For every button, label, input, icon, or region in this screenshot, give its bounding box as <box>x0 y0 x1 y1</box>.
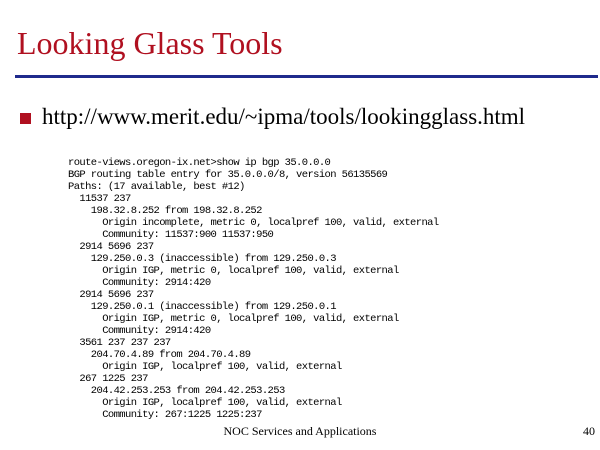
terminal-line: Origin IGP, localpref 100, valid, external <box>68 361 342 373</box>
terminal-output <box>68 157 439 421</box>
title-divider <box>15 75 598 78</box>
terminal-line: 129.250.0.1 (inaccessible) from 129.250.0.1 <box>68 301 336 313</box>
terminal-line: Community: 2914:420 <box>68 325 211 337</box>
terminal-line: Community: 2914:420 <box>68 277 211 289</box>
terminal-line: route-views.oregon-ix.net>show ip bgp 35.0.0.0 <box>68 157 331 169</box>
terminal-line: Community: 267:1225 1225:237 <box>68 409 262 421</box>
terminal-line: Origin IGP, metric 0, localpref 100, valid, external <box>68 313 399 325</box>
terminal-line: Origin incomplete, metric 0, localpref 100, valid, external <box>68 217 439 229</box>
page-number: 40 <box>583 424 595 438</box>
terminal-line: Origin IGP, localpref 100, valid, external <box>68 397 342 409</box>
terminal-line: 198.32.8.252 from 198.32.8.252 <box>68 205 262 217</box>
terminal-line: Origin IGP, metric 0, localpref 100, valid, external <box>68 265 399 277</box>
bullet-square-icon <box>20 113 31 124</box>
bullet-url-link[interactable]: http://www.merit.edu/~ipma/tools/lookingglass.html <box>42 104 526 129</box>
terminal-line: 2914 5696 237 <box>68 241 154 253</box>
terminal-line: Community: 11537:900 11537:950 <box>68 229 274 241</box>
terminal-line: 129.250.0.3 (inaccessible) from 129.250.0.3 <box>68 253 336 265</box>
slide-title: Looking Glass Tools <box>17 25 283 61</box>
terminal-line: 2914 5696 237 <box>68 289 154 301</box>
terminal-line: 204.70.4.89 from 204.70.4.89 <box>68 349 251 361</box>
terminal-line: 3561 237 237 237 <box>68 337 171 349</box>
terminal-line: 267 1225 237 <box>68 373 148 385</box>
footer-text: NOC Services and Applications <box>223 424 377 438</box>
terminal-line: BGP routing table entry for 35.0.0.0/8, version 56135569 <box>68 169 388 181</box>
terminal-line: 11537 237 <box>68 193 131 205</box>
terminal-line: Paths: (17 available, best #12) <box>68 181 245 193</box>
terminal-line: 204.42.253.253 from 204.42.253.253 <box>68 385 285 397</box>
